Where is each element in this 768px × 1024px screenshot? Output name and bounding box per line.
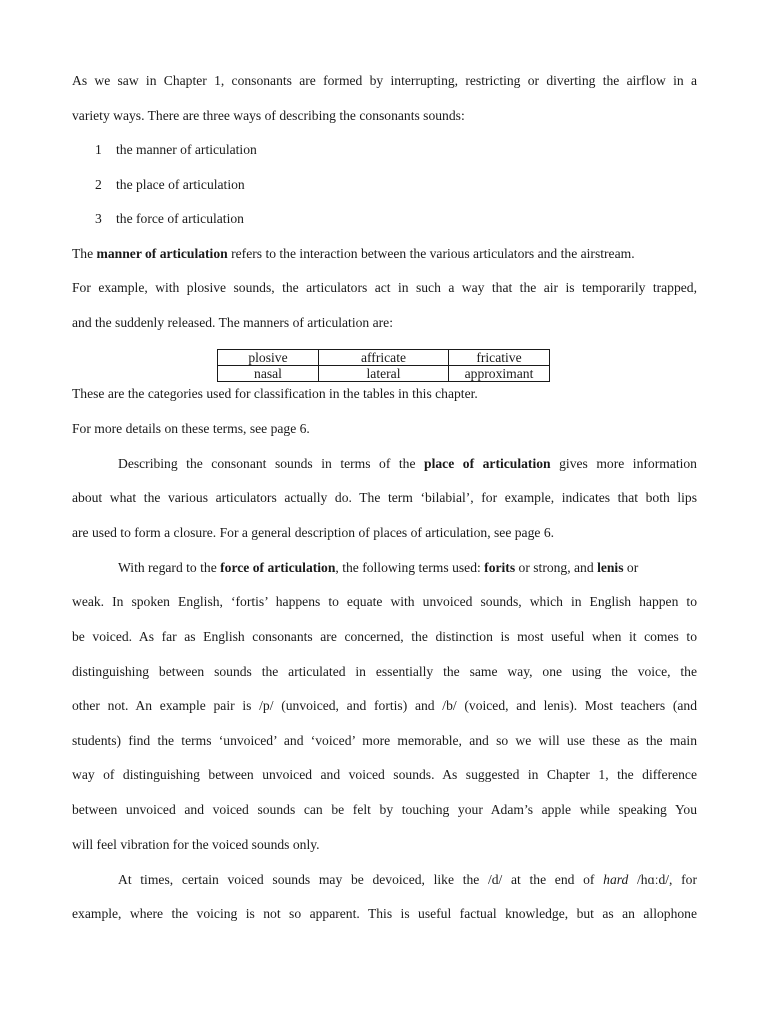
italic-word: hard bbox=[603, 872, 629, 887]
paragraph-line: are used to form a closure. For a general description of places of articulation, see page 6. bbox=[72, 525, 555, 540]
table-cell: approximant bbox=[449, 366, 550, 382]
paragraph-line bbox=[72, 245, 697, 263]
paragraph-line bbox=[118, 455, 697, 473]
paragraph-line: way of distinguishing between unvoiced and voiced sounds. As suggested in Chapter 1, the difference bbox=[72, 767, 697, 782]
paragraph-line: and the suddenly released. The manners of articulation are: bbox=[72, 315, 393, 330]
paragraph-line: other not. An example pair is /p/ (unvoiced, and fortis) and /b/ (voiced, and lenis). Most teachers (and bbox=[72, 698, 697, 713]
paragraph-line bbox=[118, 559, 697, 577]
paragraph-line: example, where the voicing is not so apparent. This is useful factual knowledge, but as an allophone bbox=[72, 906, 697, 921]
paragraph-line: For more details on these terms, see page 6. bbox=[72, 421, 310, 436]
text-run: refers to the interaction between the various articulators and the airstream. bbox=[227, 246, 635, 261]
list-item-text: the force of articulation bbox=[116, 211, 244, 226]
table-cell: fricative bbox=[449, 350, 550, 366]
table-cell: nasal bbox=[218, 366, 319, 382]
paragraph-line: As we saw in Chapter 1, consonants are formed by interrupting, restricting or diverting the airflow in a bbox=[72, 73, 697, 88]
bold-term: place of articulation bbox=[424, 456, 551, 471]
list-item bbox=[95, 210, 244, 228]
text-run: or bbox=[623, 560, 639, 575]
text-run: The bbox=[72, 246, 97, 261]
text-run: , the following terms used: bbox=[335, 560, 485, 575]
paragraph-line: about what the various articulators actually do. The term ‘bilabial’, for example, indicates that both lips bbox=[72, 490, 697, 505]
text-run: /hɑːd/, for bbox=[637, 872, 697, 887]
bold-term: manner of articulation bbox=[96, 246, 228, 261]
text-run: or strong, and bbox=[515, 560, 598, 575]
text-run: Describing the consonant sounds in terms of the bbox=[118, 456, 425, 471]
list-item bbox=[95, 141, 257, 159]
paragraph-line: For example, with plosive sounds, the articulators act in such a way that the air is temporarily trapped, bbox=[72, 280, 697, 295]
list-item-number: 2 bbox=[95, 177, 102, 192]
table-cell: affricate bbox=[319, 350, 449, 366]
bold-term: force of articulation bbox=[220, 560, 336, 575]
table-row bbox=[218, 350, 550, 366]
paragraph-line: will feel vibration for the voiced sounds only. bbox=[72, 837, 320, 852]
table-cell: lateral bbox=[319, 366, 449, 382]
paragraph-line: distinguishing between sounds the articulated in essentially the same way, one using the voice, the bbox=[72, 664, 697, 679]
list-item-number: 1 bbox=[95, 142, 102, 157]
paragraph-line: These are the categories used for classification in the tables in this chapter. bbox=[72, 386, 478, 401]
table-cell: plosive bbox=[218, 350, 319, 366]
paragraph-line: variety ways. There are three ways of describing the consonants sounds: bbox=[72, 108, 465, 123]
list-item-text: the place of articulation bbox=[116, 177, 245, 192]
paragraph-line: students) find the terms ‘unvoiced’ and ‘voiced’ more memorable, and so we will use these as the main bbox=[72, 733, 697, 748]
table-row bbox=[218, 366, 550, 382]
paragraph-line: between unvoiced and voiced sounds can be felt by touching your Adam’s apple while speaking You bbox=[72, 802, 697, 817]
paragraph-line: be voiced. As far as English consonants are concerned, the distinction is most useful when it comes to bbox=[72, 629, 697, 644]
text-run: With regard to the bbox=[118, 560, 221, 575]
paragraph-line: weak. In spoken English, ‘fortis’ happens to equate with unvoiced sounds, which in English happen to bbox=[72, 594, 697, 609]
text-run: At times, certain voiced sounds may be devoiced, like the /d/ at the end of bbox=[118, 872, 604, 887]
paragraph-line bbox=[118, 871, 697, 889]
text-run: gives more information bbox=[559, 456, 697, 471]
manners-table bbox=[217, 349, 550, 382]
list-item-text: the manner of articulation bbox=[116, 142, 257, 157]
bold-term: forits bbox=[484, 560, 516, 575]
list-item bbox=[95, 176, 245, 194]
list-item-number: 3 bbox=[95, 211, 102, 226]
bold-term: lenis bbox=[597, 560, 624, 575]
